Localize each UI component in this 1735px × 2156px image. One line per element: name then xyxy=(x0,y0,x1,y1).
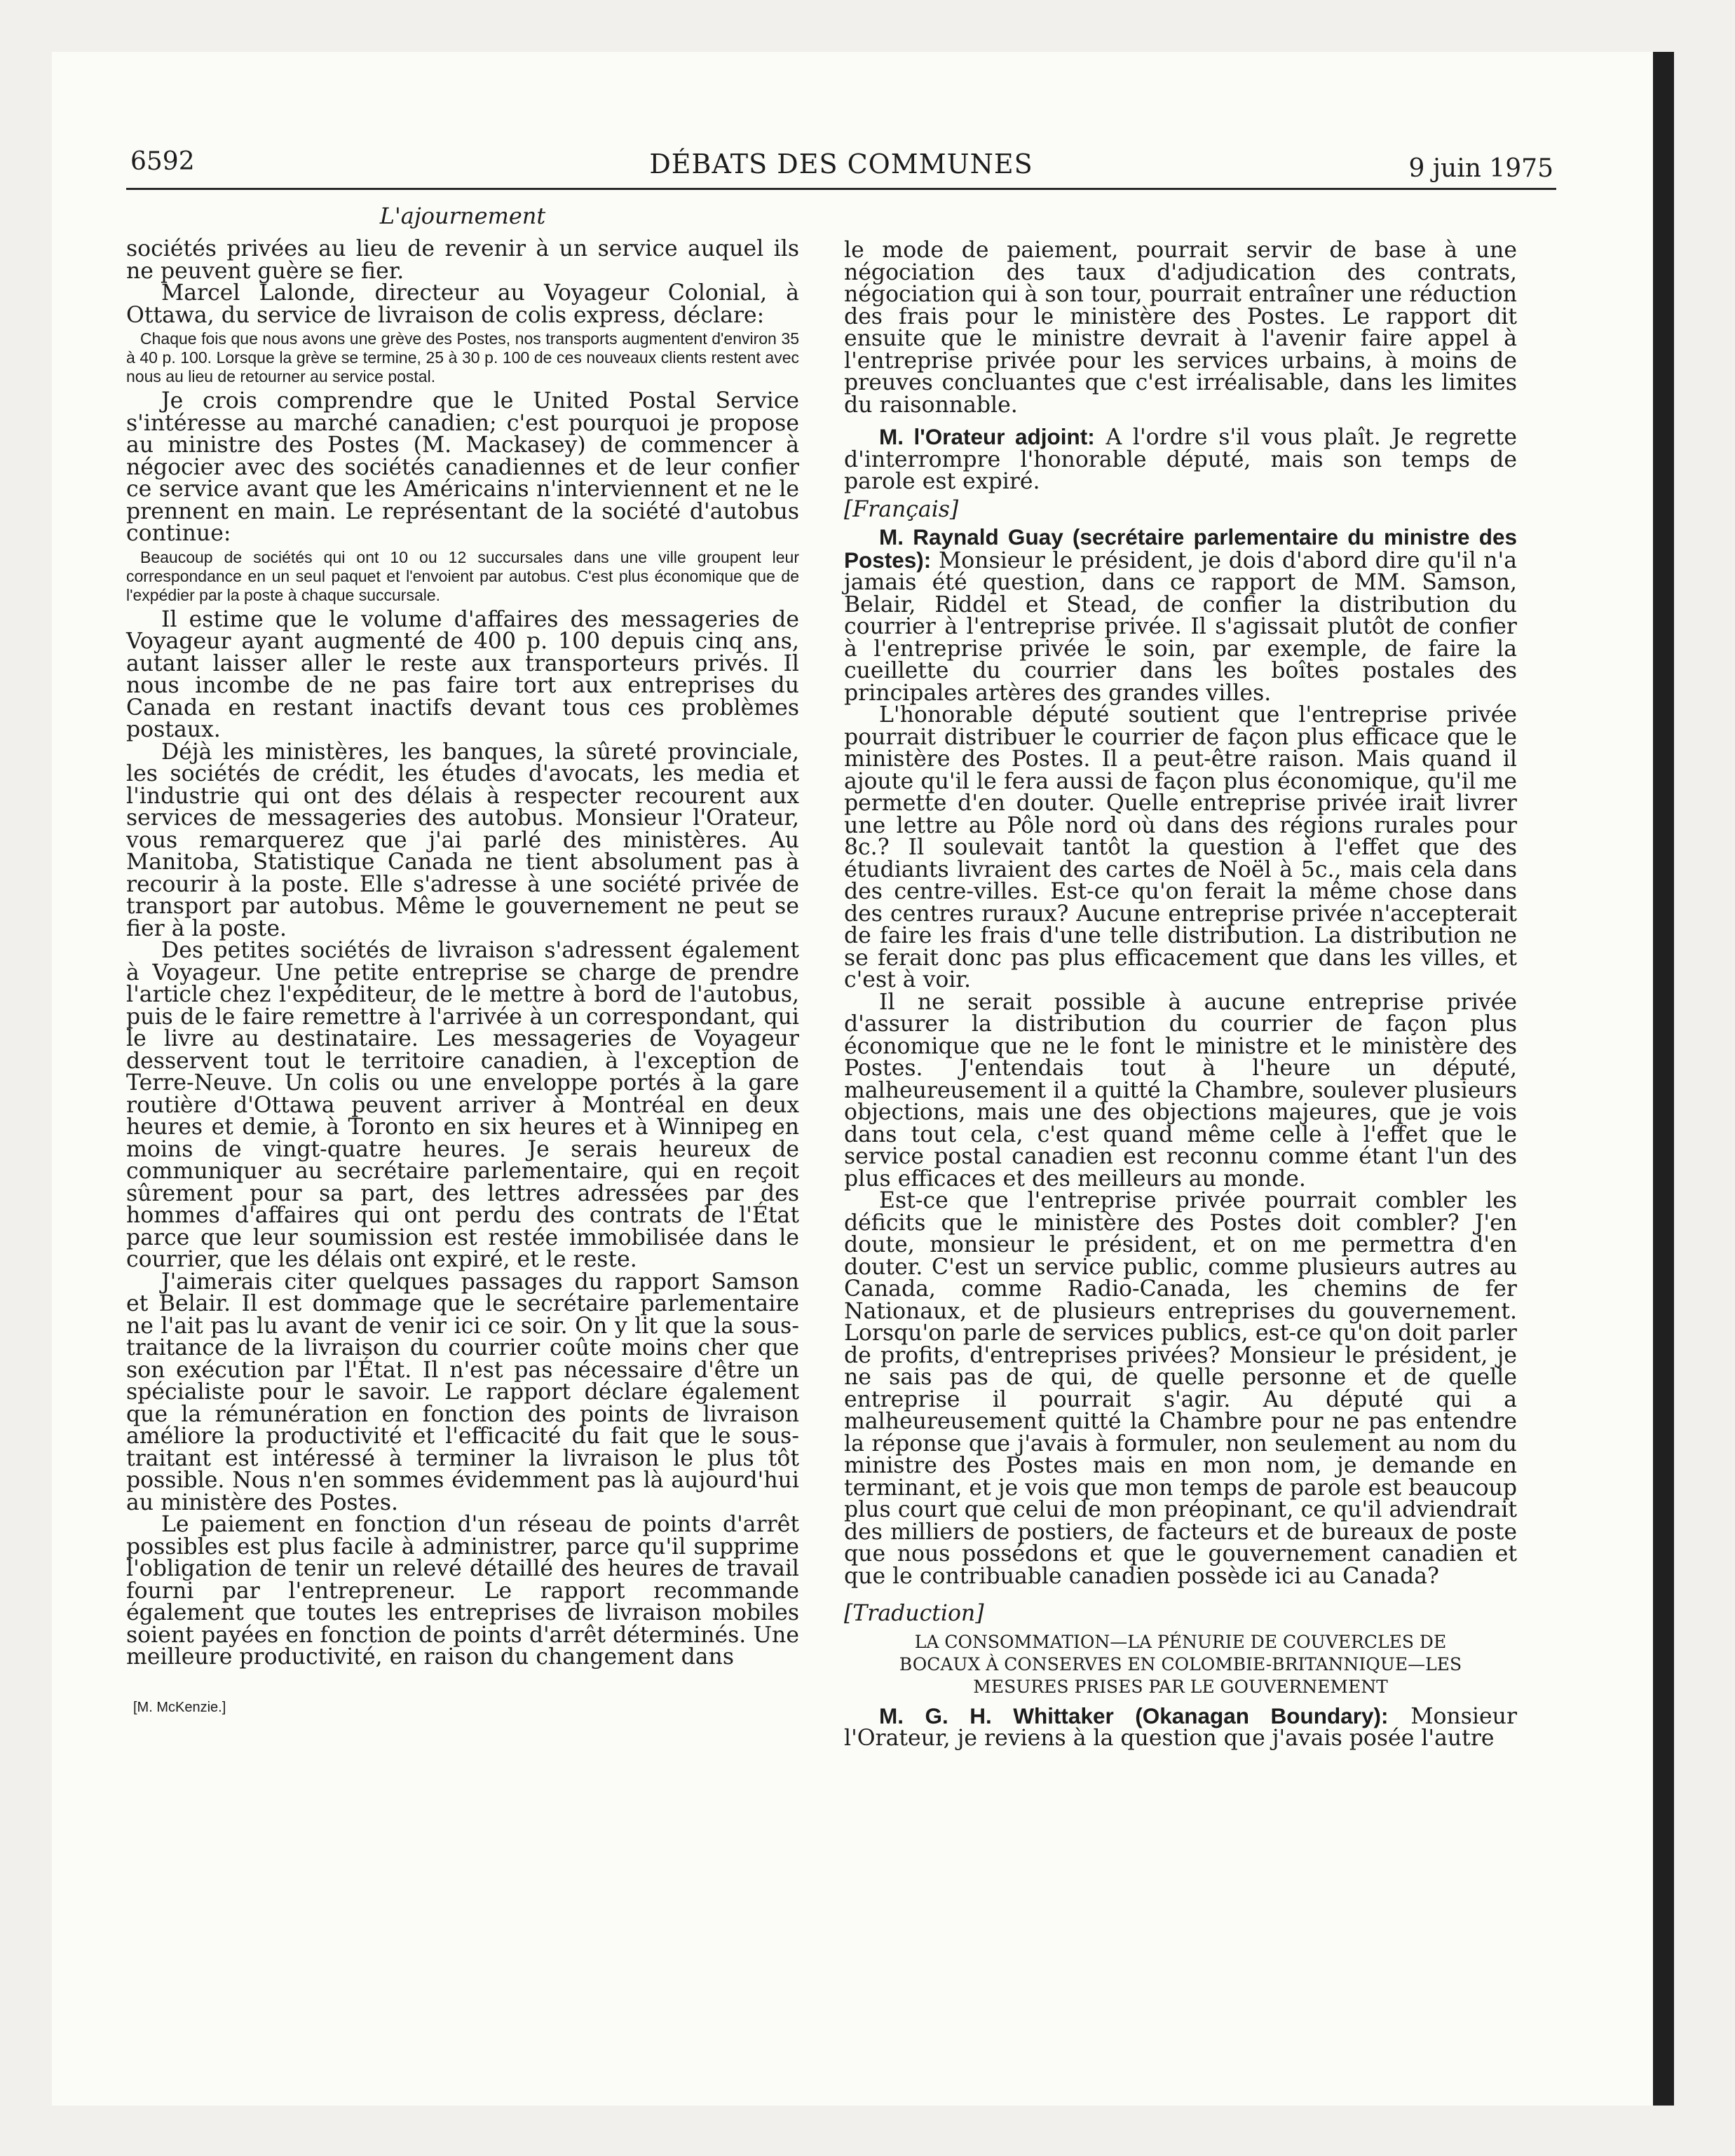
quotation: Chaque fois que nous avons une grève des Postes, nos transports augmentent d'environ 35 à 40 p. 100. Lorsque la grève se termine, 25 à 30 p. 100 de ces nouveaux clients restent avec nous au lieu de retourner au service postal. xyxy=(126,329,799,386)
paragraph: Déjà les ministères, les banques, la sûreté provinciale, les sociétés de crédit, les études d'avocats, les media et l'industrie qui ont des délais à respecter recourent aux services de messageries des autobus. Monsieur l'Orateur, vous remarquerez que j'ai parlé des ministères. Au Manitoba, Statistique Canada ne tient absolument pas à recourir à la poste. Elle s'adresse à une société privée de transport par autobus. Même le gouvernement ne peut se fier à la poste. xyxy=(126,739,799,941)
speech-paragraph xyxy=(844,1705,1517,1750)
paragraph: Des petites sociétés de livraison s'adressent également à Voyageur. Une petite entreprise se charge de prendre l'article chez l'expéditeur, de le mettre à bord de l'autobus, puis de le faire remettre à l'arrivée à un correspondant, qui le livre au destinataire. Les messageries de Voyageur desservent tout le territoire canadien, à l'exception de Terre-Neuve. Un colis ou une enveloppe portés à la gare routière d'Ottawa peuvent arriver à Montréal en deux heures et demie, à Toronto en six heures et à Winnipeg en moins de vingt-quatre heures. Je serais heureux de communiquer au secrétaire parlementaire, qui en reçoit sûrement pour sa part, des lettres adressées par des hommes d'affaires qui ont perdu des contrats de l'État parce que leur soumission est restée immobilisée dans le courrier, que les délais ont expiré, et le reste. xyxy=(126,938,799,1272)
section-heading: L'ajournement xyxy=(379,203,546,229)
language-tag: [Traduction] xyxy=(844,1601,984,1626)
paragraph: le mode de paiement, pourrait servir de base à une négociation des taux d'adjudication des contrats, négociation qui à son tour, pourrait entraîner une réduction des frais pour le ministère des Postes. Le rapport dit ensuite que le ministre devrait à l'avenir faire appel à l'entreprise privée pour les services urbains, à moins de preuves concluantes que c'est irréalisable, dans les limites du raisonnable. xyxy=(844,238,1517,418)
page-number: 6592 xyxy=(130,147,195,176)
paragraph: L'honorable député soutient que l'entreprise privée pourrait distribuer le courrier de façon plus efficace que le ministère des Postes. Il a peut-être raison. Mais quand il ajoute qu'il le fera aussi de façon plus économique, qu'il me permette d'en douter. Quelle entreprise privée irait livrer une lettre au Pôle nord où dans des régions rurales pour 8c.? Il soulevait tantôt la question à l'effet que des étudiants livraient des cartes de Noël à 5c., mais cela dans des centre-villes. Est-ce qu'on ferait la même chose dans des centres ruraux? Aucune entreprise privée n'accepterait de faire les frais d'une telle distribution. La distribution ne se ferait donc pas plus efficacement que dans les villes, et c'est à voir. xyxy=(844,702,1517,992)
speaker-name: M. Raynald Guay (secrétaire parlementaire du ministre des Postes): xyxy=(844,524,1517,573)
header-date: 9 juin 1975 xyxy=(1408,154,1553,183)
paragraph: Je crois comprendre que le United Postal Service s'intéresse au marché canadien; c'est pourquoi je propose au ministre des Postes (M. Mackasey) de commencer à négocier avec des sociétés canadiennes et de leur confier ce service avant que les Américains n'interviennent et ne le prennent en main. Le représentant de la société d'autobus continue: xyxy=(126,388,799,546)
paragraph: sociétés privées au lieu de revenir à un service auquel ils ne peuvent guère se fier. xyxy=(126,236,799,284)
paragraph: Il ne serait possible à aucune entreprise privée d'assurer la distribution du courrier de façon plus économique que ne le font le ministre et le ministère des Postes. J'entendais tout à l'heure un député, malheureusement il a quitté la Chambre, soulever plusieurs objections, mais une des objections majeures, que je vois dans tout cela, c'est quand même celle à l'effet que le service postal canadien est reconnu comme étant l'un des plus efficaces et des meilleurs au monde. xyxy=(844,989,1518,1192)
running-title: DÉBATS DES COMMUNES xyxy=(649,149,1033,179)
speech-paragraph xyxy=(844,426,1517,493)
paragraph: Il estime que le volume d'affaires des messageries de Voyageur ayant augmenté de 400 p. 100 depuis cinq ans, autant laisser aller le reste aux transporteurs privés. Il nous incombe de ne pas faire tort aux entreprises du Canada en restant inactifs devant tous ces problèmes postaux. xyxy=(126,606,799,742)
left-column xyxy=(126,203,799,1719)
language-tag: [Français] xyxy=(844,496,959,522)
scan-edge-shadow xyxy=(1653,52,1674,2106)
speech-paragraph xyxy=(844,526,1517,704)
speech-text: Monsieur le président, je dois d'abord dire qu'il n'a jamais été question, dans ce rapport de MM. Samson, Belair, Riddel et Stead, de confier la distribution du courrier à l'entreprise privée. Il s'agissait plutôt de confier à l'entreprise privée le soin, par exemple, de faire la cueillette du courrier dans les boîtes postales des principales artères des grandes villes. xyxy=(844,547,1517,706)
quotation: Beaucoup de sociétés qui ont 10 ou 12 succursales dans une ville groupent leur correspondance en un seul paquet et l'envoient par autobus. C'est plus économique que de l'expédier par la poste à chaque succursale. xyxy=(126,547,799,604)
paragraph: Marcel Lalonde, directeur au Voyageur Colonial, à Ottawa, du service de livraison de colis express, déclare: xyxy=(126,280,799,328)
speaker-name: M. l'Orateur adjoint: xyxy=(879,424,1095,449)
speaker-name: M. G. H. Whittaker (Okanagan Boundary): xyxy=(879,1703,1389,1728)
topic-heading: LA CONSOMMATION—LA PÉNURIE DE COUVERCLES DE BOCAUX À CONSERVES EN COLOMBIE-BRITANNIQUE—LES MESURES PRISES PAR LE GOUVERNEMENT xyxy=(899,1631,1462,1697)
speech-text: A l'ordre s'il vous plaît. Je regrette d'interrompre l'honorable député, mais son temps de parole est expiré. xyxy=(844,425,1517,494)
paragraph: Est-ce que l'entreprise privée pourrait combler les déficits que le ministère des Postes doit combler? J'en doute, monsieur le président, et on me permettra d'en douter. C'est un service public, comme plusieurs autres au Canada, comme Radio-Canada, les chemins de fer Nationaux, et de plusieurs entreprises du gouvernement. Lorsqu'on parle de services publics, est-ce qu'on doit parler de profits, d'entreprises privées? Monsieur le président, je ne sais pas de qui, de quelle personne et de quelle entreprise il pourrait s'agir. Au député qui a malheureusement quitté la Chambre pour ne pas entendre la réponse que j'avais à formuler, non seulement au nom du ministre des Postes mais en mon nom, je demande en terminant, et je vois que mon temps de parole est beaucoup plus court que celui de mon préopinant, ce qu'il adviendrait des milliers de postiers, de facteurs et de bureaux de poste que nous possédons et que le gouvernement canadien et que le contribuable canadien possède ici au Canada? xyxy=(844,1188,1517,1589)
speaker-signature: [M. McKenzie.] xyxy=(133,1699,226,1715)
right-column xyxy=(844,240,1517,1750)
page-header xyxy=(126,146,1556,190)
speech-text: Monsieur l'Orateur, je reviens à la question que j'avais posée l'autre xyxy=(844,1703,1518,1751)
paragraph: Le paiement en fonction d'un réseau de points d'arrêt possibles est plus facile à administrer, parce qu'il supprime l'obligation de tenir un relevé détaillé des heures de travail fourni par l'entrepreneur. Le rapport recommande également que toutes les entreprises de livraison mobiles soient payées en fonction de points d'arrêt déterminés. Une meilleure productivité, en raison du changement dans xyxy=(126,1512,799,1670)
paragraph: J'aimerais citer quelques passages du rapport Samson et Belair. Il est dommage que le secrétaire parlementaire ne l'ait pas lu avant de venir ici ce soir. On y lit que la sous-traitance de la livraison du courrier coûte moins cher que son exécution par l'État. Il n'est pas nécessaire d'être un spécialiste pour le savoir. Le rapport déclare également que la rémunération en fonction des points de livraison améliore la productivité et l'efficacité du fait que le sous-traitant est intéressé à terminer la livraison le plus tôt possible. Nous n'en sommes évidemment pas là aujourd'hui au ministère des Postes. xyxy=(126,1269,799,1515)
